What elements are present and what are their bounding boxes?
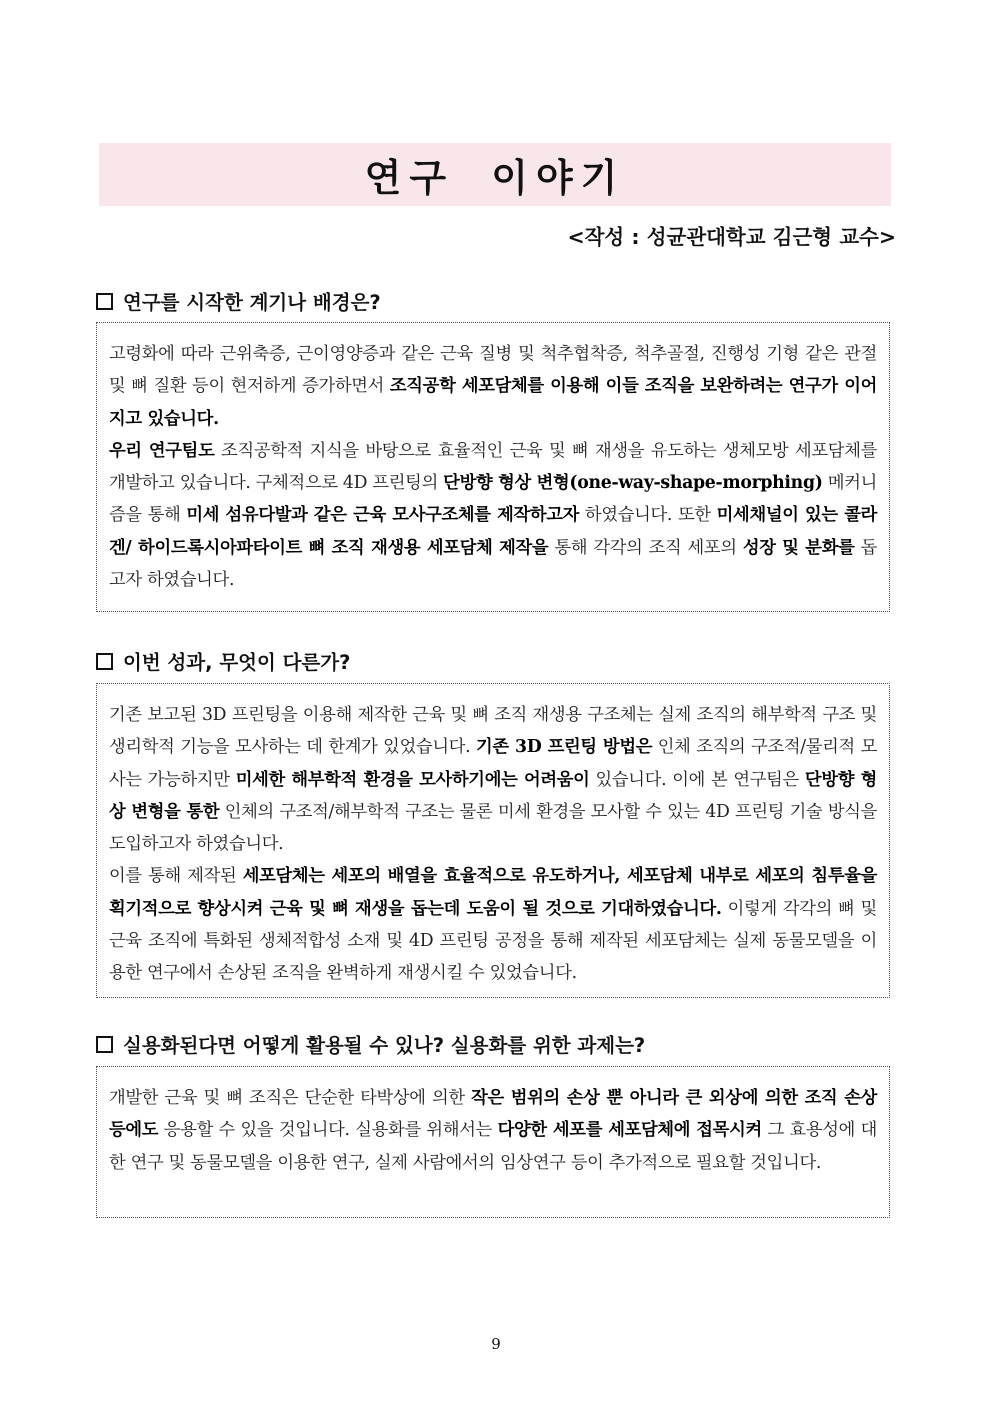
bold-text-run: 조직공학 세포담체를 이용해 이들 조직을 보완하려는 연구가 이어지고 있습니다. — [109, 376, 877, 429]
section-paragraph — [109, 699, 877, 860]
section-paragraph — [109, 435, 877, 596]
text-run: 하였습니다. 또한 — [579, 505, 717, 526]
section-paragraph — [109, 860, 877, 989]
section-heading-3 — [96, 1030, 645, 1058]
section-panel-3 — [96, 1066, 890, 1218]
checkbox-square-icon — [96, 293, 113, 310]
page-number: 9 — [491, 1335, 501, 1353]
bold-text-run: 단방향 형상 변형을 통한 — [109, 769, 877, 822]
text-run: 메커니즘을 통해 — [109, 473, 877, 526]
section-heading-1 — [96, 287, 381, 315]
checkbox-square-icon — [96, 1036, 113, 1053]
section-heading-text: 이번 성과, 무엇이 다른가? — [123, 651, 351, 674]
text-run: 고령화에 따라 근위축증, 근이영양증과 같은 근육 질병 및 척추협착증, 척추골절, 진행성 기형 같은 관절 및 뼈 질환 등이 현저하게 증가하면서 — [109, 344, 877, 397]
section-panel-2 — [96, 683, 890, 998]
checkbox-square-icon — [96, 653, 113, 670]
bold-text-run: 성장 및 분화를 — [742, 537, 855, 558]
bold-text-run: 미세한 해부학적 환경을 모사하기에는 어려움이 — [235, 769, 590, 790]
text-run: 통해 각각의 조직 세포의 — [548, 537, 743, 558]
bold-text-run: 다양한 세포를 세포담체에 접목시켜 — [497, 1120, 762, 1141]
title-banner — [99, 143, 891, 206]
text-run: 그 효용성에 대한 연구 및 동물모델을 이용한 연구, 실제 사람에서의 임상연구 등이 추가적으로 필요할 것입니다. — [109, 1120, 877, 1173]
text-run: 인체 조직의 구조적/물리적 모사는 가능하지만 — [109, 737, 877, 790]
text-run: 응용할 수 있을 것입니다. 실용화를 위해서는 — [158, 1120, 498, 1141]
section-heading-text: 실용화된다면 어떻게 활용될 수 있나? 실용화를 위한 과제는? — [123, 1034, 646, 1057]
bold-text-run: 작은 범위의 손상 뿐 아니라 큰 외상에 의한 조직 손상 등에도 — [109, 1088, 878, 1141]
text-run: 인체의 구조적/해부학적 구조는 물론 미세 환경을 모사할 수 있는 4D 프린팅 기술 방식을 도입하고자 하였습니다. — [109, 801, 878, 855]
text-run: 조직공학적 지식을 바탕으로 효율적인 근육 및 뼈 재생을 유도하는 생체모방 세포담체를 개발하고 있습니다. 구체적으로 4D 프린팅의 — [109, 440, 877, 494]
author-credit: <작성 : 성균관대학교 김근형 교수> — [567, 225, 896, 249]
section-heading-2 — [96, 647, 350, 675]
section-paragraph — [109, 338, 877, 435]
section-paragraph — [109, 1082, 877, 1179]
section-heading-text: 연구를 시작한 계기나 배경은? — [123, 291, 381, 314]
bold-text-run: 미세 섬유다발과 같은 근육 모사구조체를 제작하고자 — [186, 505, 580, 526]
bold-text-run: 기존 3D 프린팅 방법은 — [476, 737, 653, 758]
page-title: 연구 이야기 — [364, 156, 626, 200]
bold-text-run: 미세채널이 있는 콜라겐/ 하이드록시아파타이트 뼈 조직 재생용 세포담체 제작을 — [109, 505, 878, 558]
bold-text-run: 우리 연구팀도 — [109, 440, 215, 461]
text-run: 이렇게 각각의 뼈 및 근육 조직에 특화된 생체적합성 소재 및 4D 프린팅 공정을 통해 제작된 세포담체는 실제 동물모델을 이용한 연구에서 손상된 조직을 완벽하게 재생시킬 수 있었습니다. — [109, 898, 877, 984]
text-run: 이를 통해 제작된 — [109, 866, 243, 887]
text-run: 개발한 근육 및 뼈 조직은 단순한 타박상에 의한 — [109, 1088, 472, 1108]
bold-text-run: 세포담체는 세포의 배열을 효율적으로 유도하거나, 세포담체 내부로 세포의 침투율을 획기적으로 향상시켜 근육 및 뼈 재생을 돕는데 도움이 될 것으로 기대하였습니다. — [109, 866, 877, 919]
section-panel-1 — [96, 322, 890, 612]
text-run: 있습니다. 이에 본 연구팀은 — [589, 769, 805, 790]
text-run: 돕고자 하였습니다. — [109, 537, 878, 591]
text-run: 기존 보고된 3D 프린팅을 이용해 제작한 근육 및 뼈 조직 재생용 구조체는 실제 조직의 해부학적 구조 및 생리학적 기능을 모사하는 데 한계가 있었습니다. — [109, 705, 877, 758]
bold-text-run: 단방향 형상 변형(one-way-shape-morphing) — [443, 473, 823, 494]
